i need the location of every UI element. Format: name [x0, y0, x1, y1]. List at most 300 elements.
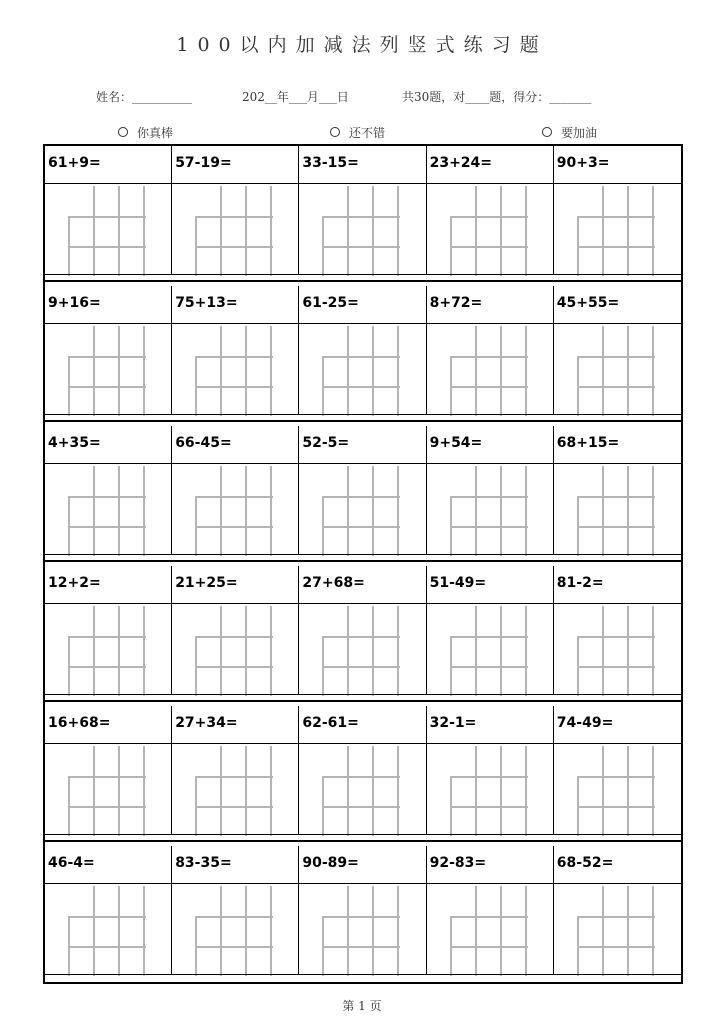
calc-grid-line [93, 746, 95, 836]
problem-cell [172, 566, 299, 694]
problem-cell [299, 566, 426, 694]
row-divider [45, 834, 681, 835]
calc-grid-line [627, 746, 629, 836]
rating-label: 还不错 [349, 126, 386, 140]
calc-grid-line [143, 606, 145, 696]
calc-grid-line [347, 606, 349, 696]
calc-grid-line [118, 326, 120, 416]
problem-cell [299, 706, 426, 834]
row-divider [45, 694, 681, 695]
calc-grid-line [68, 806, 146, 808]
calc-grid-line [397, 466, 399, 556]
rating-label: 你真棒 [137, 126, 174, 140]
calc-grid-line [577, 946, 655, 948]
vertical-calc-grid [577, 636, 655, 696]
calc-grid-line [322, 946, 400, 948]
row-separator [45, 560, 681, 562]
problem-cell [427, 146, 554, 274]
problem-underline [554, 603, 681, 604]
vertical-calc-grid [577, 356, 655, 416]
calc-grid-line [450, 386, 528, 388]
vertical-calc-grid [195, 216, 273, 276]
problem-cell [45, 846, 172, 974]
problem-underline [299, 183, 425, 184]
problem-row [45, 566, 681, 706]
calc-grid-line [525, 466, 527, 556]
problem-cell [172, 426, 299, 554]
problem-text: 68-52= [556, 855, 614, 871]
problem-text: 32-1= [429, 715, 477, 731]
problem-text: 16+68= [48, 715, 111, 731]
calc-grid-line [270, 886, 272, 976]
problem-row [45, 426, 681, 566]
problem-cell [45, 286, 172, 414]
vertical-calc-grid [577, 496, 655, 556]
calc-grid-line [270, 606, 272, 696]
problem-text: 21+25= [175, 575, 238, 591]
calc-grid-line [93, 606, 95, 696]
vertical-calc-grid [195, 776, 273, 836]
calc-grid-line [577, 356, 655, 358]
calc-grid-line [627, 886, 629, 976]
problem-cell [427, 706, 554, 834]
calc-grid-line [577, 776, 655, 778]
calc-grid-line [195, 946, 273, 948]
row-separator [45, 420, 681, 422]
vertical-calc-grid [322, 636, 400, 696]
problem-underline [427, 323, 553, 324]
problem-underline [45, 743, 171, 744]
calc-grid-line [652, 186, 654, 276]
radio-circle-icon[interactable] [330, 127, 340, 137]
problem-text: 51-49= [429, 575, 487, 591]
calc-grid-line [93, 326, 95, 416]
calc-grid-line [450, 246, 528, 248]
row-separator [45, 700, 681, 702]
vertical-calc-grid [68, 216, 146, 276]
calc-grid-line [195, 666, 273, 668]
problem-cell [427, 426, 554, 554]
calc-grid-line [602, 886, 604, 976]
calc-grid-line [525, 326, 527, 416]
problem-underline [299, 743, 425, 744]
radio-circle-icon[interactable] [118, 127, 128, 137]
vertical-calc-grid [68, 776, 146, 836]
rating-label: 要加油 [561, 126, 598, 140]
calc-grid-line [397, 326, 399, 416]
score-field: 共30题，对____题，得分：_______ [402, 90, 592, 104]
problem-underline [427, 603, 553, 604]
calc-grid-line [475, 326, 477, 416]
calc-grid-line [602, 746, 604, 836]
problem-text: 23+24= [429, 155, 493, 171]
problem-text: 9+16= [48, 295, 101, 311]
calc-grid-line [220, 886, 222, 976]
problem-underline [172, 603, 298, 604]
calc-grid-line [68, 246, 146, 248]
problem-cell [554, 146, 681, 274]
calc-grid-line [450, 916, 528, 918]
problem-cell [172, 286, 299, 414]
problem-underline [45, 463, 171, 464]
calc-grid-line [322, 246, 400, 248]
calc-grid-line [450, 946, 528, 948]
calc-grid-line [500, 746, 502, 836]
problem-underline [299, 883, 425, 884]
problem-text: 27+68= [302, 575, 365, 591]
problem-underline [554, 183, 681, 184]
row-divider [45, 554, 681, 555]
calc-grid-line [372, 186, 374, 276]
calc-grid-line [577, 666, 655, 668]
calc-grid-line [68, 946, 146, 948]
rating-option-great[interactable] [118, 124, 173, 141]
calc-grid-line [475, 606, 477, 696]
problem-underline [427, 183, 553, 184]
vertical-calc-grid [450, 496, 528, 556]
problem-underline [299, 603, 425, 604]
problem-underline [172, 463, 298, 464]
calc-grid-line [220, 606, 222, 696]
calc-grid-line [118, 186, 120, 276]
calc-grid-line [577, 526, 655, 528]
calc-grid-line [322, 496, 400, 498]
problem-underline [172, 323, 298, 324]
problem-text: 66-45= [175, 435, 232, 451]
problem-grid [43, 144, 683, 984]
vertical-calc-grid [68, 496, 146, 556]
calc-grid-line [220, 326, 222, 416]
calc-grid-line [500, 606, 502, 696]
calc-grid-line [118, 466, 120, 556]
problem-cell [45, 566, 172, 694]
problem-text: 45+55= [556, 295, 620, 311]
calc-grid-line [68, 526, 146, 528]
calc-grid-line [220, 746, 222, 836]
calc-grid-line [245, 186, 247, 276]
calc-grid-line [195, 526, 273, 528]
calc-grid-line [602, 326, 604, 416]
calc-grid-line [652, 326, 654, 416]
calc-grid-line [195, 916, 273, 918]
date-field: 202__年___月___日 [242, 90, 349, 104]
problem-text: 12+2= [48, 575, 101, 591]
calc-grid-line [68, 216, 146, 218]
calc-grid-line [475, 466, 477, 556]
problem-underline [45, 883, 171, 884]
calc-grid-line [322, 776, 400, 778]
calc-grid-line [372, 746, 374, 836]
calc-grid-line [500, 886, 502, 976]
calc-grid-line [500, 326, 502, 416]
row-divider [45, 974, 681, 975]
calc-grid-line [68, 666, 146, 668]
vertical-calc-grid [577, 216, 655, 276]
calc-grid-line [195, 806, 273, 808]
calc-grid-line [195, 776, 273, 778]
calc-grid-line [577, 496, 655, 498]
calc-grid-line [450, 496, 528, 498]
calc-grid-line [195, 386, 273, 388]
calc-grid-line [602, 466, 604, 556]
calc-grid-line [245, 886, 247, 976]
calc-grid-line [118, 886, 120, 976]
calc-grid-line [372, 606, 374, 696]
row-separator [45, 840, 681, 842]
vertical-calc-grid [68, 356, 146, 416]
calc-grid-line [195, 216, 273, 218]
calc-grid-line [270, 746, 272, 836]
calc-grid-line [627, 186, 629, 276]
calc-grid-line [245, 746, 247, 836]
vertical-calc-grid [195, 356, 273, 416]
problem-cell [45, 706, 172, 834]
vertical-calc-grid [68, 916, 146, 976]
problem-cell [554, 846, 681, 974]
vertical-calc-grid [322, 216, 400, 276]
problem-cell [554, 426, 681, 554]
problem-row [45, 846, 681, 986]
problem-text: 46-4= [48, 855, 95, 871]
problem-text: 33-15= [302, 155, 359, 171]
calc-grid-line [372, 886, 374, 976]
problem-underline [45, 603, 171, 604]
vertical-calc-grid [577, 916, 655, 976]
calc-grid-line [220, 466, 222, 556]
calc-grid-line [525, 186, 527, 276]
vertical-calc-grid [577, 776, 655, 836]
calc-grid-line [143, 326, 145, 416]
calc-grid-line [652, 606, 654, 696]
problem-row [45, 286, 681, 426]
vertical-calc-grid [450, 636, 528, 696]
calc-grid-line [143, 746, 145, 836]
vertical-calc-grid [450, 216, 528, 276]
vertical-calc-grid [450, 776, 528, 836]
problem-text: 61-25= [302, 295, 359, 311]
problem-cell [554, 286, 681, 414]
calc-grid-line [245, 606, 247, 696]
calc-grid-line [372, 326, 374, 416]
calc-grid-line [450, 216, 528, 218]
calc-grid-line [68, 386, 146, 388]
problem-text: 92-83= [429, 855, 487, 871]
problem-text: 61+9= [48, 155, 101, 171]
calc-grid-line [450, 356, 528, 358]
calc-grid-line [450, 636, 528, 638]
calc-grid-line [602, 606, 604, 696]
rating-option-try-harder[interactable] [542, 124, 597, 141]
calc-grid-line [68, 636, 146, 638]
calc-grid-line [397, 186, 399, 276]
calc-grid-line [347, 326, 349, 416]
problem-cell [299, 846, 426, 974]
calc-grid-line [322, 636, 400, 638]
vertical-calc-grid [68, 636, 146, 696]
problem-underline [299, 463, 425, 464]
calc-grid-line [245, 326, 247, 416]
calc-grid-line [270, 466, 272, 556]
calc-grid-line [347, 466, 349, 556]
problem-text: 4+35= [48, 435, 101, 451]
vertical-calc-grid [322, 776, 400, 836]
calc-grid-line [577, 916, 655, 918]
calc-grid-line [270, 186, 272, 276]
calc-grid-line [322, 666, 400, 668]
problem-underline [172, 883, 298, 884]
problem-cell [172, 146, 299, 274]
problem-underline [427, 743, 553, 744]
problem-text: 62-61= [302, 715, 359, 731]
calc-grid-line [322, 356, 400, 358]
calc-grid-line [450, 526, 528, 528]
calc-grid-line [195, 246, 273, 248]
calc-grid-line [500, 186, 502, 276]
problem-row [45, 146, 681, 286]
calc-grid-line [270, 326, 272, 416]
problem-underline [554, 323, 681, 324]
calc-grid-line [322, 386, 400, 388]
calc-grid-line [93, 186, 95, 276]
calc-grid-line [475, 886, 477, 976]
calc-grid-line [450, 666, 528, 668]
problem-cell [172, 846, 299, 974]
calc-grid-line [397, 746, 399, 836]
problem-cell [427, 566, 554, 694]
problem-text: 52-5= [302, 435, 350, 451]
calc-grid-line [68, 496, 146, 498]
vertical-calc-grid [195, 916, 273, 976]
problem-underline [172, 183, 298, 184]
problem-cell [427, 846, 554, 974]
calc-grid-line [195, 356, 273, 358]
calc-grid-line [577, 806, 655, 808]
problem-text: 90+3= [556, 155, 610, 171]
problem-cell [427, 286, 554, 414]
vertical-calc-grid [322, 916, 400, 976]
calc-grid-line [322, 806, 400, 808]
calc-grid-line [68, 356, 146, 358]
calc-grid-line [577, 216, 655, 218]
problem-text: 27+34= [175, 715, 238, 731]
calc-grid-line [500, 466, 502, 556]
calc-grid-line [118, 746, 120, 836]
calc-grid-line [397, 606, 399, 696]
problem-underline [299, 323, 425, 324]
problem-underline [554, 463, 681, 464]
calc-grid-line [525, 606, 527, 696]
problem-cell [45, 146, 172, 274]
vertical-calc-grid [450, 916, 528, 976]
problem-text: 68+15= [556, 435, 620, 451]
problem-cell [554, 566, 681, 694]
calc-grid-line [525, 886, 527, 976]
problem-text: 81-2= [556, 575, 604, 591]
calc-grid-line [143, 186, 145, 276]
problem-text: 9+54= [429, 435, 483, 451]
calc-grid-line [347, 886, 349, 976]
problem-row [45, 706, 681, 846]
vertical-calc-grid [195, 496, 273, 556]
problem-text: 83-35= [175, 855, 232, 871]
calc-grid-line [652, 466, 654, 556]
calc-grid-line [525, 746, 527, 836]
problem-underline [172, 743, 298, 744]
calc-grid-line [475, 746, 477, 836]
calc-grid-line [93, 886, 95, 976]
calc-grid-line [195, 496, 273, 498]
problem-text: 57-19= [175, 155, 232, 171]
problem-underline [554, 883, 681, 884]
calc-grid-line [195, 636, 273, 638]
calc-grid-line [450, 806, 528, 808]
calc-grid-line [652, 746, 654, 836]
calc-grid-line [68, 776, 146, 778]
calc-grid-line [322, 526, 400, 528]
vertical-calc-grid [450, 356, 528, 416]
problem-text: 8+72= [429, 295, 483, 311]
row-divider [45, 414, 681, 415]
calc-grid-line [602, 186, 604, 276]
problem-cell [299, 146, 426, 274]
calc-grid-line [372, 466, 374, 556]
calc-grid-line [577, 636, 655, 638]
calc-grid-line [347, 186, 349, 276]
calc-grid-line [143, 466, 145, 556]
rating-option-good[interactable] [330, 124, 385, 141]
calc-grid-line [397, 886, 399, 976]
calc-grid-line [322, 916, 400, 918]
calc-grid-line [93, 466, 95, 556]
calc-grid-line [322, 216, 400, 218]
vertical-calc-grid [322, 356, 400, 416]
calc-grid-line [627, 326, 629, 416]
problem-text: 74-49= [556, 715, 614, 731]
calc-grid-line [577, 386, 655, 388]
row-separator [45, 280, 681, 282]
radio-circle-icon[interactable] [542, 127, 552, 137]
calc-grid-line [347, 746, 349, 836]
problem-cell [299, 426, 426, 554]
problem-underline [427, 463, 553, 464]
calc-grid-line [118, 606, 120, 696]
problem-text: 90-89= [302, 855, 359, 871]
problem-cell [299, 286, 426, 414]
page-title: 100以内加减法列竖式练习题 [176, 34, 548, 56]
calc-grid-line [577, 246, 655, 248]
problem-underline [45, 183, 171, 184]
problem-cell [45, 426, 172, 554]
calc-grid-line [627, 466, 629, 556]
vertical-calc-grid [322, 496, 400, 556]
problem-underline [427, 883, 553, 884]
calc-grid-line [475, 186, 477, 276]
calc-grid-line [450, 776, 528, 778]
name-field: 姓名：__________ [96, 90, 193, 104]
calc-grid-line [220, 186, 222, 276]
problem-cell [172, 706, 299, 834]
calc-grid-line [143, 886, 145, 976]
problem-underline [554, 743, 681, 744]
calc-grid-line [652, 886, 654, 976]
row-divider [45, 274, 681, 275]
vertical-calc-grid [195, 636, 273, 696]
problem-underline [45, 323, 171, 324]
calc-grid-line [68, 916, 146, 918]
problem-cell [554, 706, 681, 834]
calc-grid-line [245, 466, 247, 556]
calc-grid-line [627, 606, 629, 696]
